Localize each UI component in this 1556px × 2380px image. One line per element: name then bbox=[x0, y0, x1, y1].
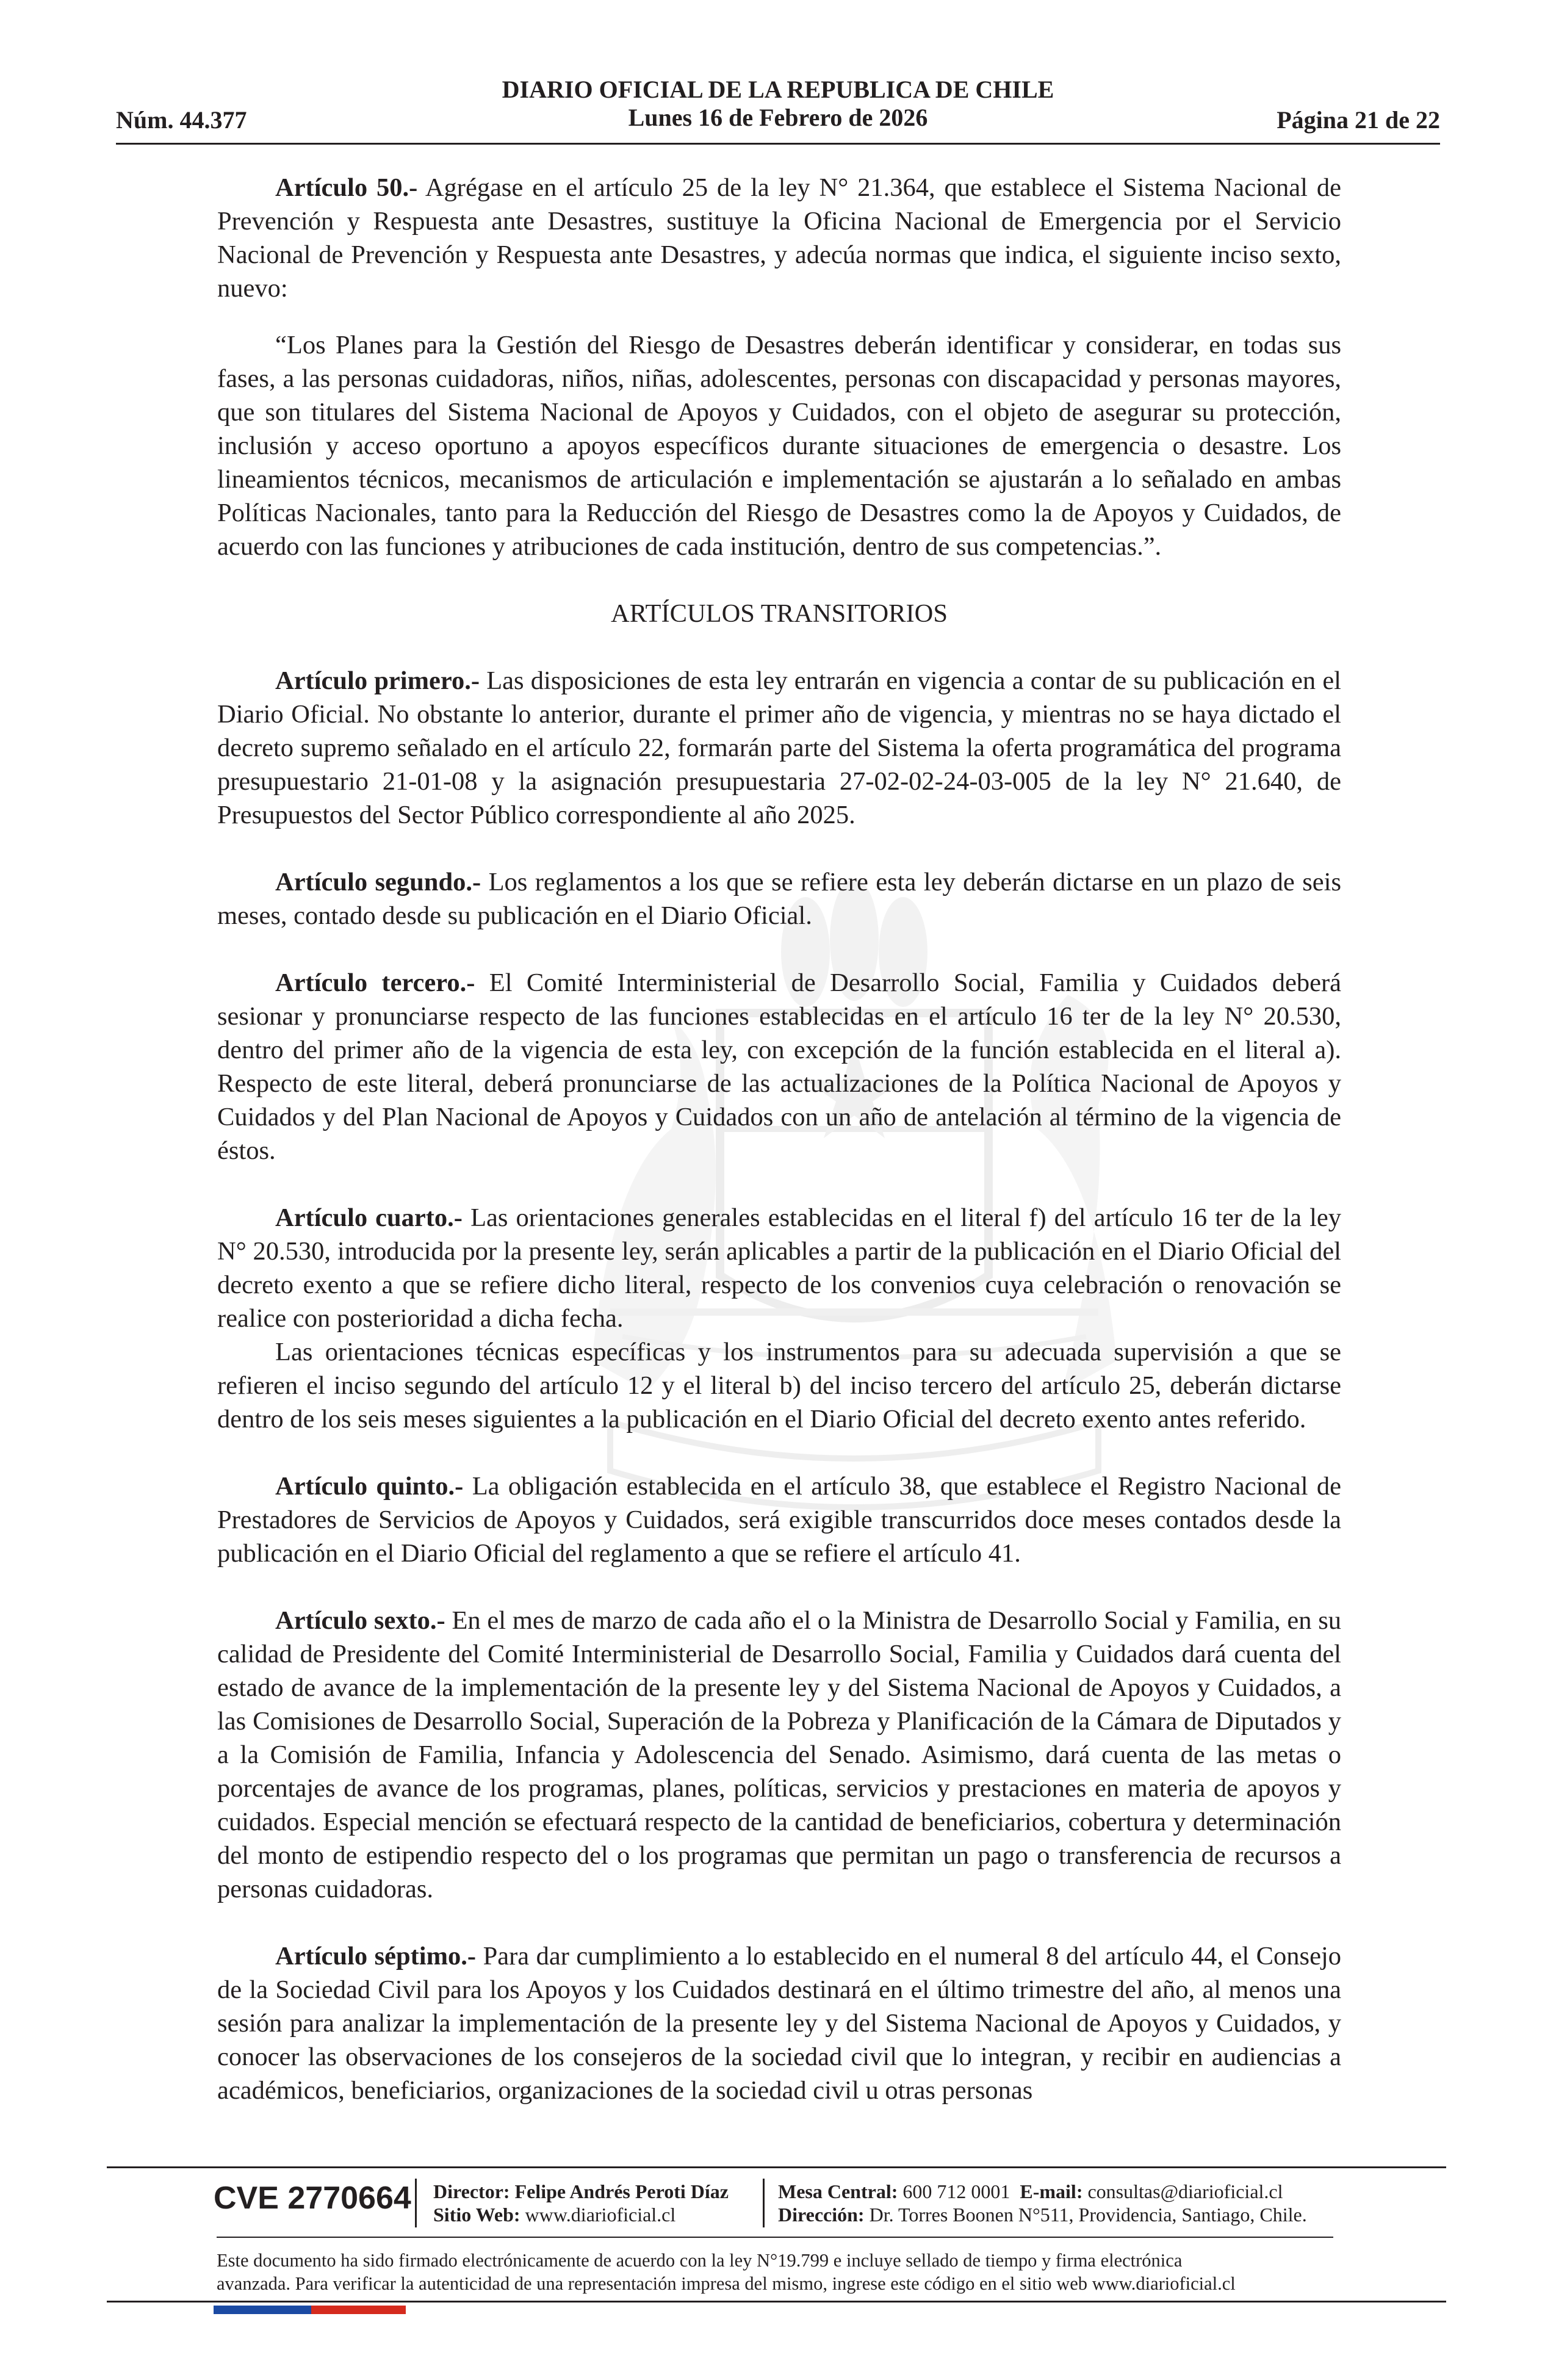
footer-divider-2 bbox=[763, 2179, 765, 2227]
section-title-transitorios: ARTÍCULOS TRANSITORIOS bbox=[611, 599, 948, 628]
address-label: Dirección: bbox=[778, 2204, 865, 2226]
mesa-value: 600 712 0001 bbox=[902, 2180, 1010, 2202]
article-cuarto-title: Artículo cuarto.- bbox=[275, 1203, 463, 1232]
footer-bottom-rule bbox=[107, 2301, 1446, 2302]
footer-contact-block bbox=[778, 2180, 1307, 2226]
article-primero-title: Artículo primero.- bbox=[275, 666, 480, 695]
article-septimo-title: Artículo séptimo.- bbox=[275, 1942, 477, 1971]
article-segundo bbox=[217, 865, 1341, 932]
footer-signature-note bbox=[217, 2249, 1339, 2295]
address-value: Dr. Torres Boonen N°511, Providencia, Santiago, Chile. bbox=[869, 2204, 1307, 2226]
article-primero bbox=[217, 664, 1341, 832]
flag-bar-blue bbox=[214, 2306, 311, 2314]
article-cuarto bbox=[217, 1201, 1341, 1335]
article-segundo-text: Los reglamentos a los que se refiere esta ley deberán dictarse en un plazo de seis meses, contado desde su publicación en el Diario Oficial. bbox=[217, 868, 1341, 930]
article-tercero bbox=[217, 966, 1341, 1167]
director-label: Director: bbox=[433, 2180, 510, 2202]
article-quinto bbox=[217, 1469, 1341, 1570]
article-cuarto-paragraph-2: Las orientaciones técnicas específicas y los instrumentos para su adecuada supervisión a que se refieren el inciso segundo del artículo 12 y el literal b) del inciso tercero del artículo 25, deberán dictarse dentro de los seis meses siguientes a la publicación en el Diario Oficial del decreto exento antes referido. bbox=[217, 1338, 1341, 1433]
footer-director-block bbox=[433, 2180, 729, 2226]
director-name: Felipe Andrés Peroti Díaz bbox=[514, 2180, 729, 2202]
article-segundo-title: Artículo segundo.- bbox=[275, 868, 481, 896]
article-50-quote: “Los Planes para la Gestión del Riesgo de Desastres deberán identificar y considerar, en todas sus fases, a las personas cuidadoras, niños, niñas, adolescentes, personas con discapacidad y personas mayores, que son titulares del Sistema Nacional de Apoyos y Cuidados, con el objeto de asegurar su protección, inclusión y acceso oportuno a apoyos específicos durante situaciones de emergencia o desastre. Los lineamientos técnicos, mecanismos de articulación e implementación se ajustarán a lo señalado en ambas Políticas Nacionales, tanto para la Reducción del Riesgo de Desastres como la de Apoyos y Cuidados, de acuerdo con las funciones y atribuciones de cada institución, dentro de sus competencias.”. bbox=[217, 331, 1341, 561]
article-sexto-title: Artículo sexto.- bbox=[275, 1606, 445, 1635]
footer-middle-rule bbox=[217, 2237, 1333, 2238]
article-cuarto-text: Las orientaciones generales establecidas en el literal f) del artículo 16 ter de la ley N° 20.530, introducida por la presente ley, serán aplicables a partir de la publicación en el Diario Oficial del decreto exento a que se refiere dicho literal, respecto de los convenios cuya celebración o renovación se realice con posterioridad a dicha fecha. bbox=[217, 1203, 1341, 1333]
article-50-text: Agrégase en el artículo 25 de la ley N° 21.364, que establece el Sistema Nacional de Prevención y Respuesta ante Desastres, sustituye la Oficina Nacional de Emergencia por el Servicio Nacional de Prevención y Respuesta ante Desastres, y adecúa normas que indica, el siguiente inciso sexto, nuevo: bbox=[217, 173, 1341, 303]
footer-top-rule bbox=[107, 2166, 1446, 2168]
article-septimo-text: Para dar cumplimiento a lo establecido en el numeral 8 del artículo 44, el Consejo de la Sociedad Civil para los Apoyos y los Cuidados destinará en el último trimestre del año, al menos una sesión para analizar la implementación de la presente ley y del Sistema Nacional de Apoyos y Cuidados, y conocer las observaciones de los consejeros de la sociedad civil que lo integran, y recibir en audiencias a académicos, beneficiarios, organizaciones de la sociedad civil u otras personas bbox=[217, 1942, 1341, 2105]
page-number: Página 21 de 22 bbox=[1277, 106, 1440, 134]
email-link[interactable]: consultas@diarioficial.cl bbox=[1087, 2180, 1283, 2202]
article-tercero-text: El Comité Interministerial de Desarrollo Social, Familia y Cuidados deberá sesionar y pronunciarse respecto de las funciones establecidas en el artículo 16 ter de la ley N° 20.530, dentro del primer año de la vigencia de esta ley, con excepción de la función establecida en el literal a). Respecto de este literal, deberá pronunciarse de las actualizaciones de la Política Nacional de Apoyos y Cuidados y del Plan Nacional de Apoyos y Cuidados con un año de antelación al término de la vigencia de éstos. bbox=[217, 968, 1342, 1165]
article-quinto-text: La obligación establecida en el artículo 38, que establece el Registro Nacional de Prestadores de Servicios de Apoyos y Cuidados, será exigible transcurridos doce meses contados desde la publicación en el Diario Oficial del reglamento a que se refiere el artículo 41. bbox=[217, 1472, 1341, 1568]
article-sexto bbox=[217, 1604, 1341, 1906]
publication-date: Lunes 16 de Febrero de 2026 bbox=[628, 104, 928, 131]
signature-note-line-1: Este documento ha sido firmado electrónicamente de acuerdo con la ley N°19.799 e incluye sellado de tiempo y firma electrónica bbox=[217, 2250, 1183, 2271]
issue-number: Núm. 44.377 bbox=[116, 106, 247, 134]
article-sexto-text: En el mes de marzo de cada año el o la Ministra de Desarrollo Social y Familia, en su calidad de Presidente del Comité Interministerial de Desarrollo Social, Familia y Cuidados dará cuenta del estado de avance de la implementación de la presente ley y del Sistema Nacional de Apoyos y Cuidados, a las Comisiones de Desarrollo Social, Superación de la Pobreza y Planificación de la Cámara de Diputados y a la Comisión de Familia, Infancia y Adolescencia del Senado. Asimismo, dará cuenta de las metas o porcentajes de avance de los programas, planes, políticas, servicios y prestaciones en materia de apoyos y cuidados. Especial mención se efectuará respecto de la cantidad de beneficiarios, cobertura y determinación del monto de estipendio respecto del o los programas que permitan un pago o transferencia de recursos a personas cuidadoras. bbox=[217, 1606, 1341, 1903]
signature-note-line-2: avanzada. Para verificar la autenticidad de una representación impresa del mismo, ingrese este código en el sitio web www.diarioficial.cl bbox=[217, 2273, 1236, 2294]
footer-divider-1 bbox=[415, 2179, 417, 2227]
website-link[interactable]: www.diarioficial.cl bbox=[525, 2204, 676, 2226]
website-label: Sitio Web: bbox=[433, 2204, 520, 2226]
page-header bbox=[116, 76, 1440, 145]
flag-bar-red bbox=[311, 2306, 406, 2314]
article-tercero-title: Artículo tercero.- bbox=[275, 968, 475, 997]
article-50-title: Artículo 50.- bbox=[275, 173, 418, 202]
mesa-label: Mesa Central: bbox=[778, 2180, 898, 2202]
cve-code: CVE 2770664 bbox=[214, 2180, 411, 2216]
publication-title: DIARIO OFICIAL DE LA REPUBLICA DE CHILE bbox=[502, 76, 1054, 103]
email-label: E-mail: bbox=[1020, 2180, 1083, 2202]
article-primero-text: Las disposiciones de esta ley entrarán en vigencia a contar de su publicación en el Diario Oficial. No obstante lo anterior, durante el primer año de vigencia, y mientras no se haya dictado el decreto supremo señalado en el artículo 22, formarán parte del Sistema la oferta programática del programa presupuestario 21-01-08 y la asignación presupuestaria 27-02-02-24-03-005 de la ley N° 21.640, de Presupuestos del Sector Público correspondiente al año 2025. bbox=[217, 666, 1341, 829]
header-center bbox=[116, 76, 1440, 132]
article-50 bbox=[217, 171, 1341, 305]
document-body bbox=[217, 171, 1341, 2107]
article-septimo bbox=[217, 1939, 1341, 2107]
article-quinto-title: Artículo quinto.- bbox=[275, 1472, 464, 1501]
